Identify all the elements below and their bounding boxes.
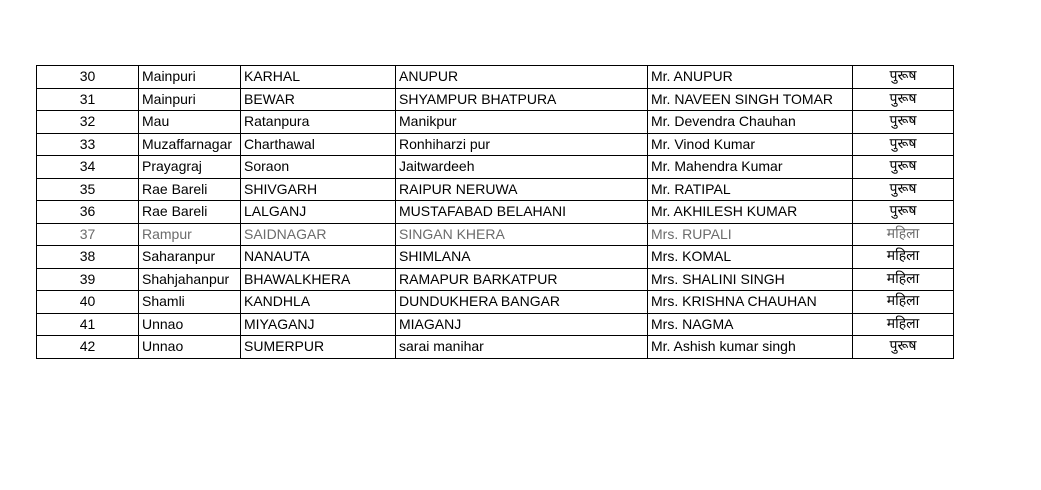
block-cell[interactable]: BHAWALKHERA bbox=[241, 268, 396, 291]
district-cell[interactable]: Unnao bbox=[139, 313, 241, 336]
serial-cell[interactable]: 31 bbox=[37, 88, 139, 111]
table-row bbox=[37, 133, 954, 156]
serial-cell[interactable]: 39 bbox=[37, 268, 139, 291]
block-cell[interactable]: Charthawal bbox=[241, 133, 396, 156]
block-cell[interactable]: LALGANJ bbox=[241, 201, 396, 224]
gender-cell[interactable]: पुरूष bbox=[853, 336, 954, 359]
gender-cell[interactable]: पुरूष bbox=[853, 88, 954, 111]
gender-cell[interactable]: महिला bbox=[853, 246, 954, 269]
block-cell[interactable]: Soraon bbox=[241, 156, 396, 179]
district-cell[interactable]: Mau bbox=[139, 111, 241, 134]
serial-cell[interactable]: 30 bbox=[37, 66, 139, 89]
gender-cell[interactable]: पुरूष bbox=[853, 111, 954, 134]
table-row bbox=[37, 336, 954, 359]
village-cell[interactable]: RAMAPUR BARKATPUR bbox=[396, 268, 648, 291]
name-cell[interactable]: Mr. Ashish kumar singh bbox=[648, 336, 853, 359]
serial-cell[interactable]: 32 bbox=[37, 111, 139, 134]
name-cell[interactable]: Mr. Devendra Chauhan bbox=[648, 111, 853, 134]
gender-cell[interactable]: पुरूष bbox=[853, 178, 954, 201]
village-cell[interactable]: Ronhiharzi pur bbox=[396, 133, 648, 156]
district-cell[interactable]: Rae Bareli bbox=[139, 178, 241, 201]
block-cell[interactable]: KARHAL bbox=[241, 66, 396, 89]
spreadsheet-sheet bbox=[36, 65, 954, 359]
block-cell[interactable]: NANAUTA bbox=[241, 246, 396, 269]
table-row bbox=[37, 178, 954, 201]
village-cell[interactable]: DUNDUKHERA BANGAR bbox=[396, 291, 648, 314]
gender-cell[interactable]: पुरूष bbox=[853, 156, 954, 179]
gender-cell[interactable]: महिला bbox=[853, 291, 954, 314]
block-cell[interactable]: KANDHLA bbox=[241, 291, 396, 314]
village-cell[interactable]: SINGAN KHERA bbox=[396, 223, 648, 246]
name-cell[interactable]: Mr. RATIPAL bbox=[648, 178, 853, 201]
village-cell[interactable]: Manikpur bbox=[396, 111, 648, 134]
serial-cell[interactable]: 35 bbox=[37, 178, 139, 201]
serial-cell[interactable]: 33 bbox=[37, 133, 139, 156]
name-cell[interactable]: Mrs. KRISHNA CHAUHAN bbox=[648, 291, 853, 314]
name-cell[interactable]: Mr. Mahendra Kumar bbox=[648, 156, 853, 179]
block-cell[interactable]: SHIVGARH bbox=[241, 178, 396, 201]
block-cell[interactable]: SUMERPUR bbox=[241, 336, 396, 359]
name-cell[interactable]: Mr. NAVEEN SINGH TOMAR bbox=[648, 88, 853, 111]
serial-cell[interactable]: 34 bbox=[37, 156, 139, 179]
table-row bbox=[37, 66, 954, 89]
table-row bbox=[37, 313, 954, 336]
serial-cell[interactable]: 37 bbox=[37, 223, 139, 246]
block-cell[interactable]: BEWAR bbox=[241, 88, 396, 111]
data-table bbox=[36, 65, 954, 359]
district-cell[interactable]: Rampur bbox=[139, 223, 241, 246]
village-cell[interactable]: MUSTAFABAD BELAHANI bbox=[396, 201, 648, 224]
gender-cell[interactable]: महिला bbox=[853, 223, 954, 246]
table-row bbox=[37, 156, 954, 179]
district-cell[interactable]: Shahjahanpur bbox=[139, 268, 241, 291]
table-row bbox=[37, 88, 954, 111]
village-cell[interactable]: SHIMLANA bbox=[396, 246, 648, 269]
serial-cell[interactable]: 41 bbox=[37, 313, 139, 336]
serial-cell[interactable]: 42 bbox=[37, 336, 139, 359]
name-cell[interactable]: Mrs. NAGMA bbox=[648, 313, 853, 336]
name-cell[interactable]: Mr. ANUPUR bbox=[648, 66, 853, 89]
name-cell[interactable]: Mr. AKHILESH KUMAR bbox=[648, 201, 853, 224]
block-cell[interactable]: Ratanpura bbox=[241, 111, 396, 134]
gender-cell[interactable]: पुरूष bbox=[853, 201, 954, 224]
name-cell[interactable]: Mrs. KOMAL bbox=[648, 246, 853, 269]
village-cell[interactable]: SHYAMPUR BHATPURA bbox=[396, 88, 648, 111]
table-row bbox=[37, 291, 954, 314]
table-row bbox=[37, 246, 954, 269]
serial-cell[interactable]: 40 bbox=[37, 291, 139, 314]
village-cell[interactable]: Jaitwardeeh bbox=[396, 156, 648, 179]
district-cell[interactable]: Mainpuri bbox=[139, 66, 241, 89]
village-cell[interactable]: MIAGANJ bbox=[396, 313, 648, 336]
village-cell[interactable]: sarai manihar bbox=[396, 336, 648, 359]
district-cell[interactable]: Muzaffarnagar bbox=[139, 133, 241, 156]
serial-cell[interactable]: 38 bbox=[37, 246, 139, 269]
table-row bbox=[37, 111, 954, 134]
district-cell[interactable]: Prayagraj bbox=[139, 156, 241, 179]
serial-cell[interactable]: 36 bbox=[37, 201, 139, 224]
block-cell[interactable]: SAIDNAGAR bbox=[241, 223, 396, 246]
table-row bbox=[37, 201, 954, 224]
district-cell[interactable]: Rae Bareli bbox=[139, 201, 241, 224]
name-cell[interactable]: Mrs. SHALINI SINGH bbox=[648, 268, 853, 291]
block-cell[interactable]: MIYAGANJ bbox=[241, 313, 396, 336]
district-cell[interactable]: Shamli bbox=[139, 291, 241, 314]
gender-cell[interactable]: महिला bbox=[853, 268, 954, 291]
table-row bbox=[37, 268, 954, 291]
village-cell[interactable]: RAIPUR NERUWA bbox=[396, 178, 648, 201]
gender-cell[interactable]: महिला bbox=[853, 313, 954, 336]
district-cell[interactable]: Unnao bbox=[139, 336, 241, 359]
district-cell[interactable]: Mainpuri bbox=[139, 88, 241, 111]
district-cell[interactable]: Saharanpur bbox=[139, 246, 241, 269]
table-row bbox=[37, 223, 954, 246]
gender-cell[interactable]: पुरूष bbox=[853, 66, 954, 89]
name-cell[interactable]: Mr. Vinod Kumar bbox=[648, 133, 853, 156]
gender-cell[interactable]: पुरूष bbox=[853, 133, 954, 156]
name-cell[interactable]: Mrs. RUPALI bbox=[648, 223, 853, 246]
village-cell[interactable]: ANUPUR bbox=[396, 66, 648, 89]
